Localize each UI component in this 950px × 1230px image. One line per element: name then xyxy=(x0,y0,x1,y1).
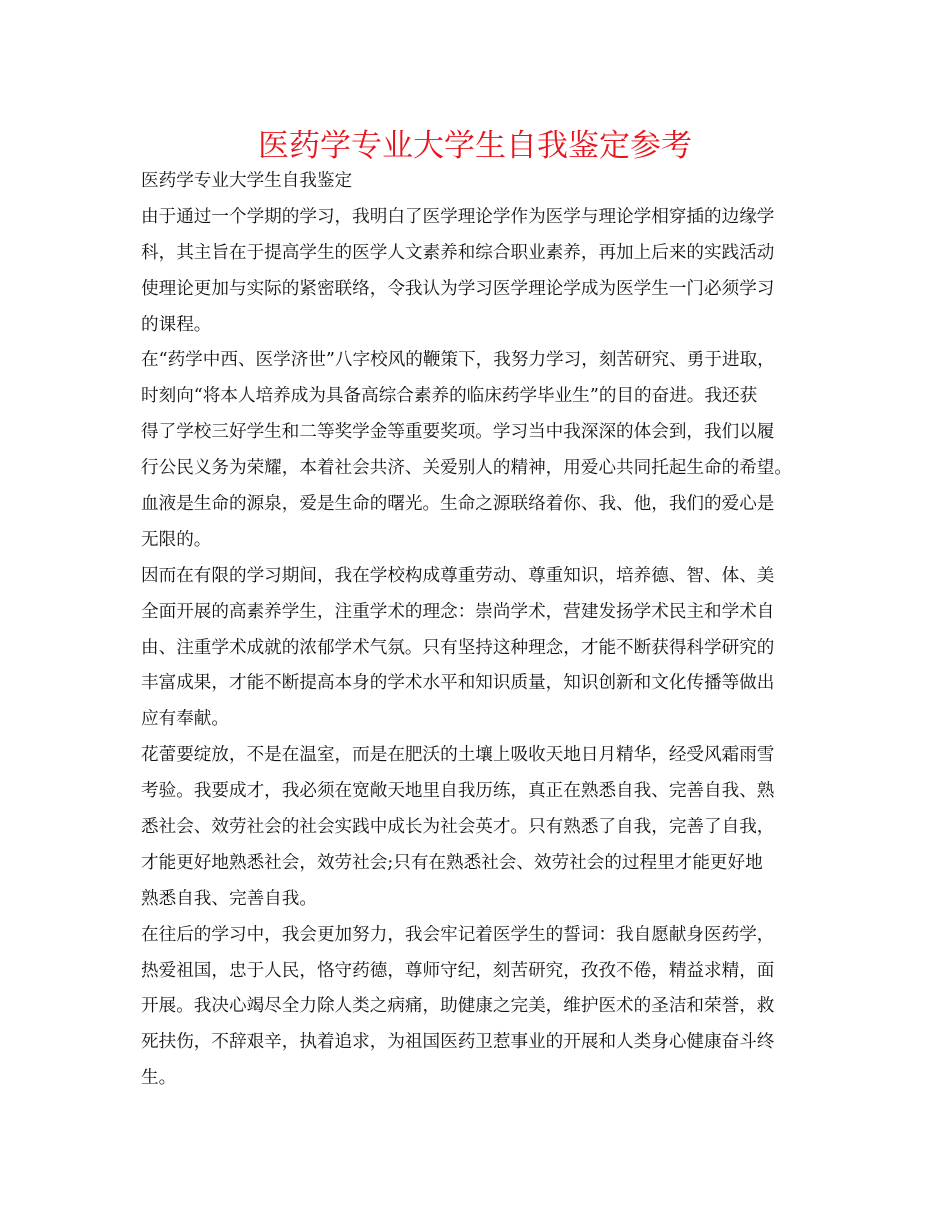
text-line: 由、注重学术成就的浓郁学术气氛。只有坚持这种理念，才能不断获得科学研究的 xyxy=(141,637,775,658)
text-line: 的课程。 xyxy=(141,314,212,335)
text-line: 因而在有限的学习期间，我在学校构成尊重劳动、尊重知识，培养德、智、体、美 xyxy=(141,565,775,586)
text-line: 在“药学中西、医学济世”八字校风的鞭策下，我努力学习，刻苦研究、勇于进取， xyxy=(141,350,775,371)
text-line: 全面开展的高素养学生，注重学术的理念：崇尚学术，营建发扬学术民主和学术自 xyxy=(141,601,775,622)
text-line: 热爱祖国，忠于人民，恪守药德，尊师守纪，刻苦研究，孜孜不倦，精益求精，面 xyxy=(141,960,775,981)
text-line: 悉社会、效劳社会的社会实践中成长为社会英才。只有熟悉了自我，完善了自我， xyxy=(141,817,775,838)
text-line: 得了学校三好学生和二等奖学金等重要奖项。学习当中我深深的体会到，我们以履 xyxy=(141,422,775,443)
text-line: 血液是生命的源泉，爱是生命的曙光。生命之源联络着你、我、他，我们的爱心是 xyxy=(141,494,775,515)
text-line: 死扶伤，不辞艰辛，执着追求，为祖国医药卫惹事业的开展和人类身心健康奋斗终 xyxy=(141,1032,775,1053)
text-line: 使理论更加与实际的紧密联络，令我认为学习医学理论学成为医学生一门必须学习 xyxy=(141,278,775,299)
text-line: 才能更好地熟悉社会，效劳社会;只有在熟悉社会、效劳社会的过程里才能更好地 xyxy=(141,852,763,873)
document-title: 医药学专业大学生自我鉴定参考 xyxy=(258,128,692,164)
document-body xyxy=(141,164,831,1097)
text-line: 丰富成果，才能不断提高本身的学术水平和知识质量，知识创新和文化传播等做出 xyxy=(141,673,775,694)
text-line: 医药学专业大学生自我鉴定 xyxy=(141,171,353,191)
text-line: 在往后的学习中，我会更加努力，我会牢记着医学生的誓词：我自愿献身医药学， xyxy=(141,924,775,945)
text-line: 科，其主旨在于提高学生的医学人文素养和综合职业素养，再加上后来的实践活动 xyxy=(141,242,775,263)
text-line: 行公民义务为荣耀，本着社会共济、关爱别人的精神，用爱心共同托起生命的希望。 xyxy=(141,458,792,479)
text-line: 开展。我决心竭尽全力除人类之病痛，助健康之完美，维护医术的圣洁和荣誉，救 xyxy=(141,996,775,1017)
text-line: 应有奉献。 xyxy=(141,709,229,730)
text-line: 花蕾要绽放，不是在温室，而是在肥沃的土壤上吸收天地日月精华，经受风霜雨雪 xyxy=(141,745,775,766)
text-line: 无限的。 xyxy=(141,529,212,550)
text-line: 熟悉自我、完善自我。 xyxy=(141,888,317,909)
text-line: 考验。我要成才，我必须在宽敞天地里自我历练，真正在熟悉自我、完善自我、熟 xyxy=(141,781,775,802)
text-line: 由于通过一个学期的学习，我明白了医学理论学作为医学与理论学相穿插的边缘学 xyxy=(141,206,775,227)
text-line: 时刻向“将本人培养成为具备高综合素养的临床药学毕业生”的目的奋进。我还获 xyxy=(141,386,758,407)
text-line: 生。 xyxy=(141,1068,177,1089)
